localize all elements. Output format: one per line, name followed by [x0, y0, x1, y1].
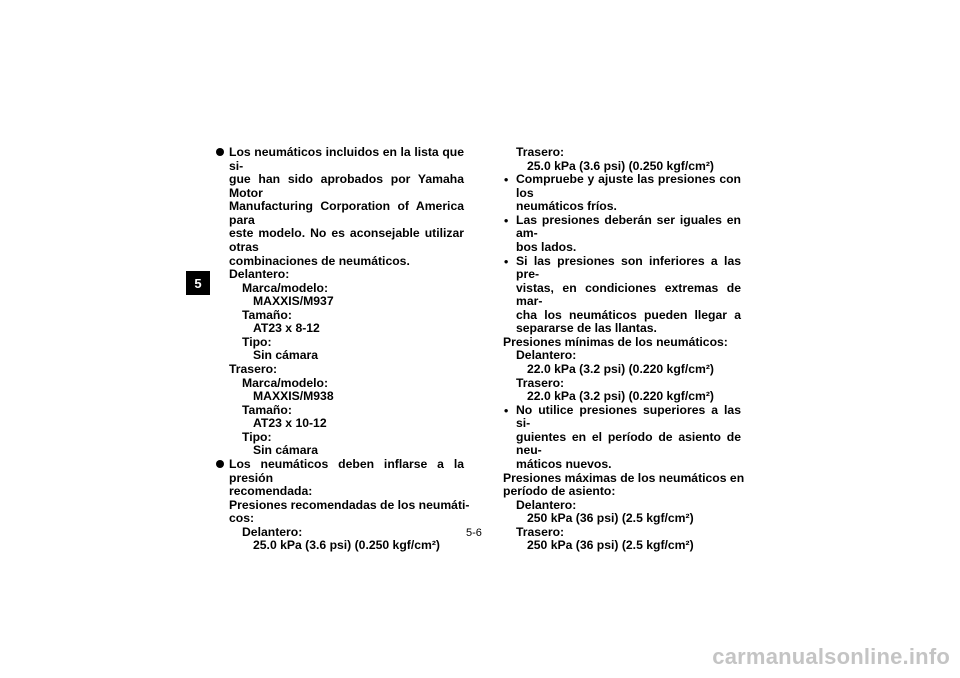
min-pressure-title: Presiones mínimas de los neumáticos:	[503, 334, 728, 349]
bullet-inflate-pressure	[216, 456, 470, 553]
max-front-value: 250 kPa (36 psi) (2.5 kgf/cm²)	[527, 511, 694, 526]
rear-pressure-value: 25.0 kPa (3.6 psi) (0.250 kgf/cm²)	[527, 158, 714, 173]
bullet-icon: •	[504, 254, 509, 269]
bullet-low-pressure-warning	[503, 255, 741, 336]
front-label: Delantero:	[229, 267, 290, 282]
text-line: bos lados.	[516, 239, 577, 254]
text-line: Si las presiones son inferiores a las pre-	[516, 253, 741, 282]
min-rear-value: 22.0 kPa (3.2 psi) (0.220 kgf/cm²)	[527, 389, 714, 404]
rear-label: Trasero:	[516, 375, 565, 390]
left-column	[216, 145, 470, 553]
text-line: No utilice presiones superiores a las si-	[516, 402, 741, 431]
text-line: guientes en el período de asiento de neu-	[516, 429, 741, 458]
bullet-icon: •	[504, 213, 509, 228]
text-line: Las presiones deberán ser iguales en am-	[516, 212, 741, 241]
front-label: Delantero:	[242, 524, 303, 539]
front-label: Delantero:	[516, 348, 577, 363]
text-line: Manufacturing Corporation of America para	[229, 199, 464, 227]
text-line: neumáticos fríos.	[516, 199, 617, 214]
brand-label: Marca/modelo:	[242, 280, 329, 295]
type-value: Sin cámara	[253, 443, 319, 458]
front-label: Delantero:	[516, 497, 577, 512]
min-front-value: 22.0 kPa (3.2 psi) (0.220 kgf/cm²)	[527, 362, 714, 376]
text-line: Presiones recomendadas de los neumáti-	[229, 497, 470, 512]
bullet-break-in-max	[503, 404, 741, 472]
type-label: Tipo:	[242, 429, 272, 444]
brand-value: MAXXIS/M938	[253, 389, 334, 404]
text-line: gue han sido aprobados por Yamaha Motor	[229, 172, 464, 200]
type-value: Sin cámara	[253, 348, 319, 363]
size-value: AT23 x 8-12	[253, 321, 320, 336]
text-line: Los neumáticos incluidos en la lista que si-	[229, 145, 464, 173]
bullet-dot-icon	[216, 148, 224, 156]
bullet-approved-tires	[216, 146, 464, 458]
front-pressure-value: 25.0 kPa (3.6 psi) (0.250 kgf/cm²)	[253, 538, 440, 553]
text-line: recomendada:	[229, 484, 313, 499]
size-label: Tamaño:	[242, 402, 292, 417]
text-line: separarse de las llantas.	[516, 321, 657, 336]
bullet-check-cold	[503, 173, 741, 214]
bullet-equal-sides	[503, 214, 741, 255]
bullet-icon: •	[504, 403, 509, 418]
brand-value: MAXXIS/M937	[253, 294, 334, 309]
size-value: AT23 x 10-12	[253, 416, 327, 431]
right-column	[503, 145, 745, 553]
bullet-dot-icon	[216, 460, 224, 468]
rear-label: Trasero:	[516, 145, 565, 159]
section-tab: 5	[186, 271, 210, 295]
watermark: carmanualsonline.info	[712, 644, 950, 669]
text-line: este modelo. No es aconsejable utilizar otras	[229, 226, 464, 254]
text-line: máticos nuevos.	[516, 456, 612, 471]
rear-label: Trasero:	[516, 524, 565, 539]
rear-label: Trasero:	[229, 362, 278, 376]
page-number: 5-6	[466, 527, 482, 539]
max-rear-value: 250 kPa (36 psi) (2.5 kgf/cm²)	[527, 538, 694, 553]
text-line: Compruebe y ajuste las presiones con los	[516, 172, 741, 200]
brand-label: Marca/modelo:	[242, 375, 329, 390]
size-label: Tamaño:	[242, 307, 292, 322]
text-line: vistas, en condiciones extremas de mar-	[516, 280, 741, 309]
max-pressure-title: Presiones máximas de los neumáticos en	[503, 470, 745, 485]
max-pressure-title: período de asiento:	[503, 484, 616, 499]
bullet-icon: •	[504, 173, 509, 188]
text-line: Los neumáticos deben inflarse a la presión	[229, 456, 464, 485]
text-line: combinaciones de neumáticos.	[229, 253, 410, 268]
text-line: cos:	[229, 511, 255, 526]
text-line: cha los neumáticos pueden llegar a	[516, 307, 741, 322]
type-label: Tipo:	[242, 334, 272, 349]
